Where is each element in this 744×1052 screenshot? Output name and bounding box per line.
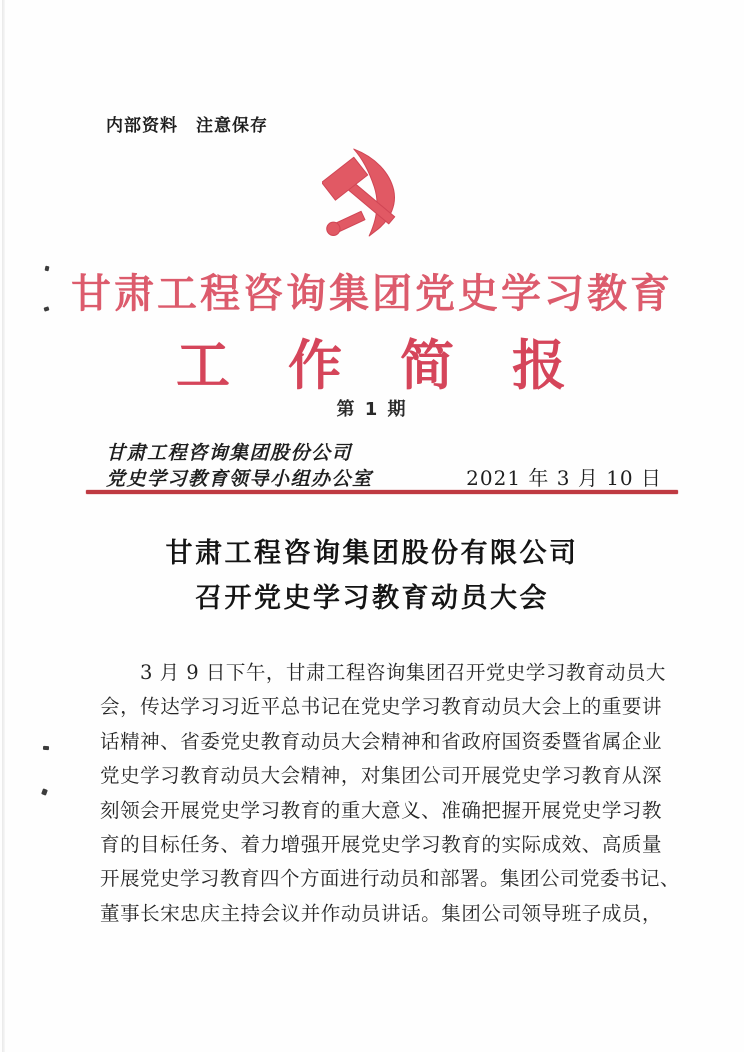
masthead-organization-title: 甘肃工程咨询集团党史学习教育 bbox=[71, 270, 673, 317]
issue-number: 第 1 期 bbox=[336, 399, 408, 420]
masthead-divider-rule bbox=[86, 490, 678, 494]
body-line: 3 月 9 日下午，甘肃工程咨询集团召开党史学习教育动员大 bbox=[100, 661, 666, 684]
issuer-line-2: 党史学习教育领导小组办公室 bbox=[106, 468, 373, 490]
body-line: 会，传达学习习近平总书记在党史学习教育动员大会上的重要讲 bbox=[100, 695, 662, 719]
body-line: 董事长宋忠庆主持会议并作动员讲话。集团公司领导班子成员， bbox=[100, 901, 662, 925]
classification-notice: 内部资料 注意保存 bbox=[106, 116, 268, 136]
party-emblem-icon bbox=[322, 146, 402, 238]
article-title-line-2: 召开党史学习教育动员大会 bbox=[195, 583, 549, 614]
scan-speck bbox=[43, 746, 49, 750]
issue-date: 2021 年 3 月 10 日 bbox=[466, 466, 662, 490]
masthead-bulletin-name: 工 作 简 报 bbox=[176, 333, 568, 397]
body-line: 话精神、省委党史教育动员大会精神和省政府国资委暨省属企业 bbox=[100, 729, 662, 753]
scan-speck bbox=[41, 788, 48, 795]
issuer-block bbox=[106, 440, 373, 492]
article-body bbox=[100, 656, 681, 931]
body-line: 刻领会开展党史学习教育的重大意义、准确把握开展党史学习教 bbox=[100, 798, 662, 822]
body-line: 党史学习教育动员大会精神，对集团公司开展党史学习教育从深 bbox=[100, 764, 662, 788]
issuer-line-1: 甘肃工程咨询集团股份公司 bbox=[106, 442, 353, 464]
page-scan-edge bbox=[2, 0, 5, 1052]
article-title-line-1: 甘肃工程咨询集团股份有限公司 bbox=[165, 538, 579, 569]
body-line: 开展党史学习教育四个方面进行动员和部署。集团公司党委书记、 bbox=[100, 867, 681, 891]
body-line: 育的目标任务、着力增强开展党史学习教育的实际成效、高质量 bbox=[100, 832, 662, 856]
